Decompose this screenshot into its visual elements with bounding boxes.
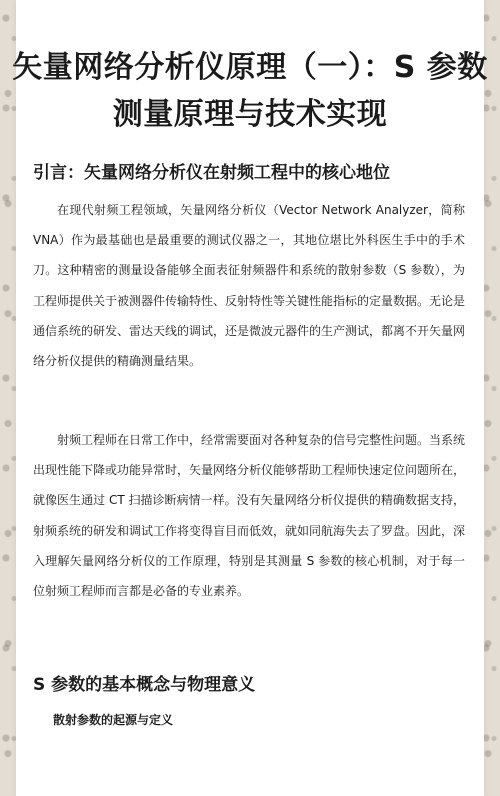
- paragraph-1: 在现代射频工程领域，矢量网络分析仪（Vector Network Analyzer，简称 VNA）作为最基础也是最重要的测试仪器之一，其地位堪比外科医生手中的手术刀。这种精密的测量设备能够全面表征射频器件和系统的散射参数（S 参数），为工程师提供关于被测器件传输特性、反射特性等关键性能指标的定量数据。无论是通信系统的研发、雷达天线的调试，还是微波元器件的生产测试，都离不开矢量网络分析仪提供的精确测量结果。: [33, 203, 466, 369]
- section-heading-introduction: 引言：矢量网络分析仪在射频工程中的核心地位: [33, 163, 390, 183]
- paragraph-2: 射频工程师在日常工作中，经常需要面对各种复杂的信号完整性问题。当系统出现性能下降或功能异常时，矢量网络分析仪能够帮助工程师快速定位问题所在，就像医生通过 CT 扫描诊断病情一样。没有矢量网络分析仪提供的精确数据支持，射频系统的研发和调试工作将变得盲目而低效，就如同航海失去了罗盘。因此，深入理解矢量网络分析仪的工作原理，特别是其测量 S 参数的核心机制，对于每一位射频工程师而言都是必备的专业素养。: [33, 433, 466, 599]
- document-title: 矢量网络分析仪原理（一）：S 参数测量原理与技术实现: [12, 50, 488, 132]
- subsection-heading-scattering-origin: 散射参数的起源与定义: [53, 713, 174, 727]
- section-heading-s-parameters: S 参数的基本概念与物理意义: [33, 675, 256, 695]
